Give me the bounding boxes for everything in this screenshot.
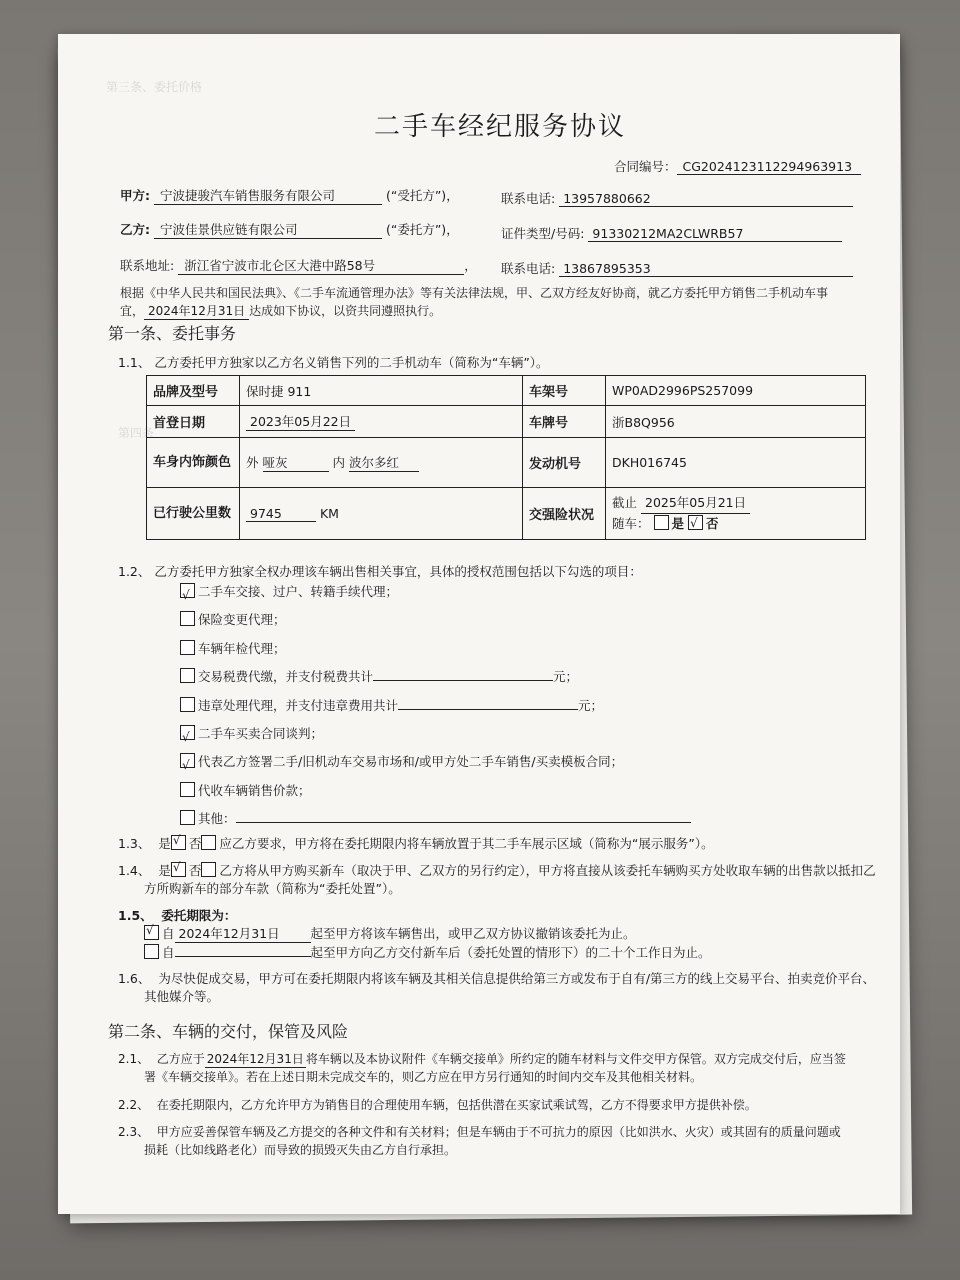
item-checkbox-8[interactable] [180, 810, 195, 825]
color-cell [240, 438, 523, 488]
clause-2-2 [118, 1096, 757, 1113]
clause-2-2-text: 在委托期限内，乙方允许甲方为销售目的合理使用车辆，包括供潜在买家试乘试驾，乙方不得要求甲方提供补偿。 [156, 1098, 757, 1112]
other-field[interactable] [236, 822, 691, 823]
party-b-id-label: 证件类型/号码: [501, 226, 585, 241]
list-item [180, 635, 691, 663]
term-option-1-date: 2024年12月31日 [175, 924, 311, 943]
party-a-phone: 13957880662 [559, 191, 853, 207]
table-row [147, 438, 866, 488]
section2-heading: 第二条、车辆的交付，保管及风险 [108, 1022, 349, 1041]
clause-1-4-no: 否 [188, 863, 202, 878]
list-item [180, 606, 691, 634]
preamble-line2 [120, 302, 441, 320]
address-comma: ， [464, 258, 477, 273]
term-option-1 [144, 924, 636, 943]
list-item [180, 805, 691, 833]
party-b-name: 宁波佳景供应链有限公司 [154, 220, 382, 239]
ins-yes-checkbox[interactable] [654, 515, 669, 530]
contract-number [614, 157, 861, 175]
clause-1-6-line1: 为尽快促成交易，甲方可在委托期限内将该车辆及其相关信息提供给第三方或发布于自有/第三方的线上交易平台、拍卖竞价平台、 [158, 971, 876, 986]
clause-1-4-num: 1.4、 [118, 863, 151, 878]
item-checkbox-4[interactable] [180, 697, 195, 712]
contract-number-label: 合同编号： [614, 159, 677, 174]
address-label: 联系地址: [120, 258, 175, 273]
list-item [180, 692, 691, 720]
clause-2-2-num: 2.2、 [118, 1098, 150, 1112]
clause-2-1-date: 2024年12月31日 [206, 1052, 304, 1066]
item-checkbox-0[interactable] [180, 583, 195, 598]
reg-date-cell [240, 406, 523, 438]
item-label-8: 其他： [198, 811, 236, 827]
term-option-2-pre: 自 [162, 945, 175, 960]
item-label-1: 保险变更代理； [198, 612, 286, 628]
int-color: 波尔多红 [349, 453, 419, 472]
party-a-comma: ， [446, 188, 459, 203]
plate-value: 浙B8Q956 [606, 406, 866, 438]
contact-row [120, 256, 477, 275]
clause-1-3-no: 否 [188, 836, 202, 851]
clause-2-3-num: 2.3、 [118, 1125, 150, 1139]
item-checkbox-2[interactable] [180, 640, 195, 655]
contract-number-value: CG2024123112294963913 [677, 159, 861, 175]
clause-1-6-num: 1.6、 [118, 971, 151, 986]
list-item [180, 663, 691, 691]
ins-with-car-label: 随车： [612, 516, 650, 531]
vehicle-table [146, 375, 866, 540]
item-label-4: 违章处理代理，并支付违章费用共计 [198, 697, 399, 713]
insurance-label: 交强险状况 [523, 488, 606, 540]
item-label-0: 二手车交接、过户、转籍手续代理； [198, 584, 399, 599]
show-through-text: 第三条、委托价格 [106, 80, 203, 94]
reg-date-value: 2023年05月22日 [246, 412, 355, 431]
party-b-row [120, 220, 459, 239]
item-checkbox-1[interactable] [180, 611, 195, 626]
clause-2-1-line2: 署《车辆交接单》。若在上述日期未完成交车的，则乙方应在甲方另行通知的时间内交车及其他相关材料。 [144, 1070, 703, 1084]
violation-amount-field[interactable] [398, 709, 578, 710]
item-checkbox-3[interactable] [180, 668, 195, 683]
item-label-6: 代表乙方签署二手/旧机动车交易市场和/或甲方处二手车销售/买卖模板合同； [198, 754, 624, 770]
party-b-role: (“委托方”) [385, 222, 447, 237]
item-label-5: 二手车买卖合同谈判； [198, 726, 324, 742]
engine-label: 发动机号 [523, 438, 606, 488]
term-option-1-checkbox[interactable] [144, 925, 159, 940]
clause-1-1: 1.1、 乙方委托甲方独家以乙方名义销售下列的二手机动车（简称为“车辆”）。 [118, 355, 549, 370]
clause-1-6-line2: 其他媒介等。 [144, 989, 220, 1004]
party-a-row [120, 186, 459, 205]
color-label: 车身内饰颜色 [147, 438, 240, 488]
brand-label: 品牌及型号 [147, 376, 240, 406]
insurance-cell [606, 488, 866, 540]
term-option-1-text: 起至甲方将该车辆售出，或甲乙双方协议撤销该委托为止。 [310, 926, 636, 941]
item-label-7: 代收车辆销售价款； [198, 782, 311, 798]
clause-2-3 [118, 1123, 841, 1140]
party-a-label: 甲方: [120, 188, 150, 203]
clause-1-3-yes: 是 [158, 836, 171, 851]
mileage-label: 已行驶公里数 [147, 488, 240, 540]
contact-phone: 13867895353 [559, 261, 853, 277]
ext-color: 哑灰 [263, 453, 329, 472]
item-checkbox-5[interactable] [180, 725, 195, 740]
item-suffix-4: 元； [578, 697, 604, 713]
item-label-3: 交易税费代缴，并支付税费共计 [198, 669, 374, 685]
contact-phone-label: 联系电话: [501, 261, 556, 276]
address-value: 浙江省宁波市北仑区大港中路58号 [178, 256, 464, 275]
table-row [147, 488, 866, 540]
item-checkbox-6[interactable] [180, 753, 195, 768]
party-a-role: (“受托方”) [385, 188, 447, 203]
clause-2-3-line1: 甲方应妥善保管车辆及乙方提交的各种文件和有关材料；但是车辆由于不可抗力的原因（比如洪水、火灾）或其固有的质量问题或 [156, 1125, 841, 1139]
ins-no-label: 否 [706, 516, 719, 531]
table-row [147, 406, 866, 438]
clause-1-3-yes-checkbox[interactable] [171, 835, 186, 850]
clause-2-1 [118, 1050, 846, 1068]
term-option-2-text: 起至甲方向乙方交付新车后（委托处置的情形下）的二十个工作日为止。 [310, 945, 711, 960]
ins-yes-label: 是 [671, 516, 685, 531]
mileage-value: 9745 [246, 506, 316, 522]
engine-value: DKH016745 [606, 438, 866, 488]
reg-date-label: 首登日期 [147, 406, 240, 438]
vin-value: WP0AD2996PS257099 [606, 376, 866, 406]
party-b-label: 乙方: [120, 222, 150, 237]
plate-label: 车牌号 [523, 406, 606, 438]
show-through-text-2: 第四条 [118, 426, 155, 440]
clause-1-3-text: 应乙方要求，甲方将在委托期限内将车辆放置于其二手车展示区域（简称为“展示服务”）。 [219, 836, 714, 851]
mileage-cell [240, 488, 523, 540]
item-label-2: 车辆年检代理； [198, 640, 286, 656]
clause-1-5-label: 委托期限为： [161, 908, 237, 923]
party-b-id: 91330212MA2CLWRB57 [588, 226, 842, 242]
item-suffix-3: 元； [553, 669, 579, 685]
list-item [180, 578, 691, 606]
term-option-2 [144, 943, 711, 961]
item-checkbox-7[interactable] [180, 782, 195, 797]
party-a-phone-label: 联系电话: [501, 191, 556, 206]
authorization-list [180, 578, 691, 834]
term-option-2-checkbox[interactable] [144, 944, 159, 959]
clause-1-4-yes: 是 [158, 863, 171, 878]
mileage-unit: KM [319, 505, 339, 521]
term-option-1-pre: 自 [162, 926, 175, 941]
ext-prefix: 外 [246, 455, 259, 470]
page-title: 二手车经纪服务协议 [374, 112, 627, 142]
party-a-phone-row [501, 189, 853, 207]
clause-1-2: 1.2、 乙方委托甲方独家全权办理该车辆出售相关事宜，具体的授权范围包括以下勾选的项目： [118, 564, 642, 579]
document-page [58, 34, 900, 1214]
clause-1-4-yes-checkbox[interactable] [171, 862, 186, 877]
clause-1-4-text: 乙方将从甲方购买新车（取决于甲、乙双方的另行约定），甲方将直接从该委托车辆购买方处收取车辆的出售款以抵扣乙 [219, 863, 876, 878]
ins-until-date: 2025年05月21日 [641, 493, 750, 514]
preamble-line1: 根据《中华人民共和国民法典》、《二手车流通管理办法》等有关法律法规，甲、乙双方经友好协商，就乙方委托甲方销售二手机动车事 [120, 286, 829, 300]
vin-label: 车架号 [523, 376, 606, 406]
preamble-pre: 宜， [120, 304, 145, 318]
int-prefix: 内 [332, 455, 345, 470]
party-b-comma: ， [446, 222, 459, 237]
clause-1-4-line2: 方所购新车的部分车款（简称为“委托处置”）。 [144, 881, 401, 896]
clause-1-5 [118, 906, 236, 924]
clause-1-4 [118, 861, 876, 879]
section1-heading: 第一条、委托事务 [108, 324, 237, 343]
ins-no-checkbox[interactable] [688, 515, 703, 530]
table-row [147, 376, 866, 406]
party-b-id-row [501, 224, 842, 242]
preamble-post: 达成如下协议，以资共同遵照执行。 [249, 304, 442, 318]
clause-2-1-text: 将车辆以及本协议附件《车辆交接单》所约定的随车材料与文件交甲方保管。双方完成交付后，应当签 [305, 1052, 846, 1066]
list-item [180, 720, 691, 748]
party-a-name: 宁波捷骏汽车销售服务有限公司 [154, 186, 382, 205]
clause-1-3-no-checkbox[interactable] [201, 835, 216, 850]
list-item [180, 777, 691, 805]
clause-1-3-num: 1.3、 [118, 836, 151, 851]
term-option-2-date-field[interactable] [175, 956, 311, 957]
brand-value: 保时捷 911 [240, 376, 523, 406]
clause-2-1-pre: 乙方应于 [156, 1052, 205, 1066]
clause-2-3-line2: 损耗（比如线路老化）而导致的损毁灭失由乙方自行承担。 [144, 1143, 457, 1157]
clause-1-5-num: 1.5、 [118, 908, 153, 923]
ins-until-prefix: 截止 [612, 495, 638, 510]
list-item [180, 748, 691, 776]
clause-1-6 [118, 969, 875, 987]
preamble-date: 2024年12月31日 [144, 302, 249, 320]
clause-1-4-no-checkbox[interactable] [201, 862, 216, 877]
clause-2-1-num: 2.1、 [118, 1052, 150, 1066]
clause-1-3 [118, 834, 714, 852]
tax-amount-field[interactable] [373, 680, 553, 681]
contact-phone-row [501, 259, 853, 277]
